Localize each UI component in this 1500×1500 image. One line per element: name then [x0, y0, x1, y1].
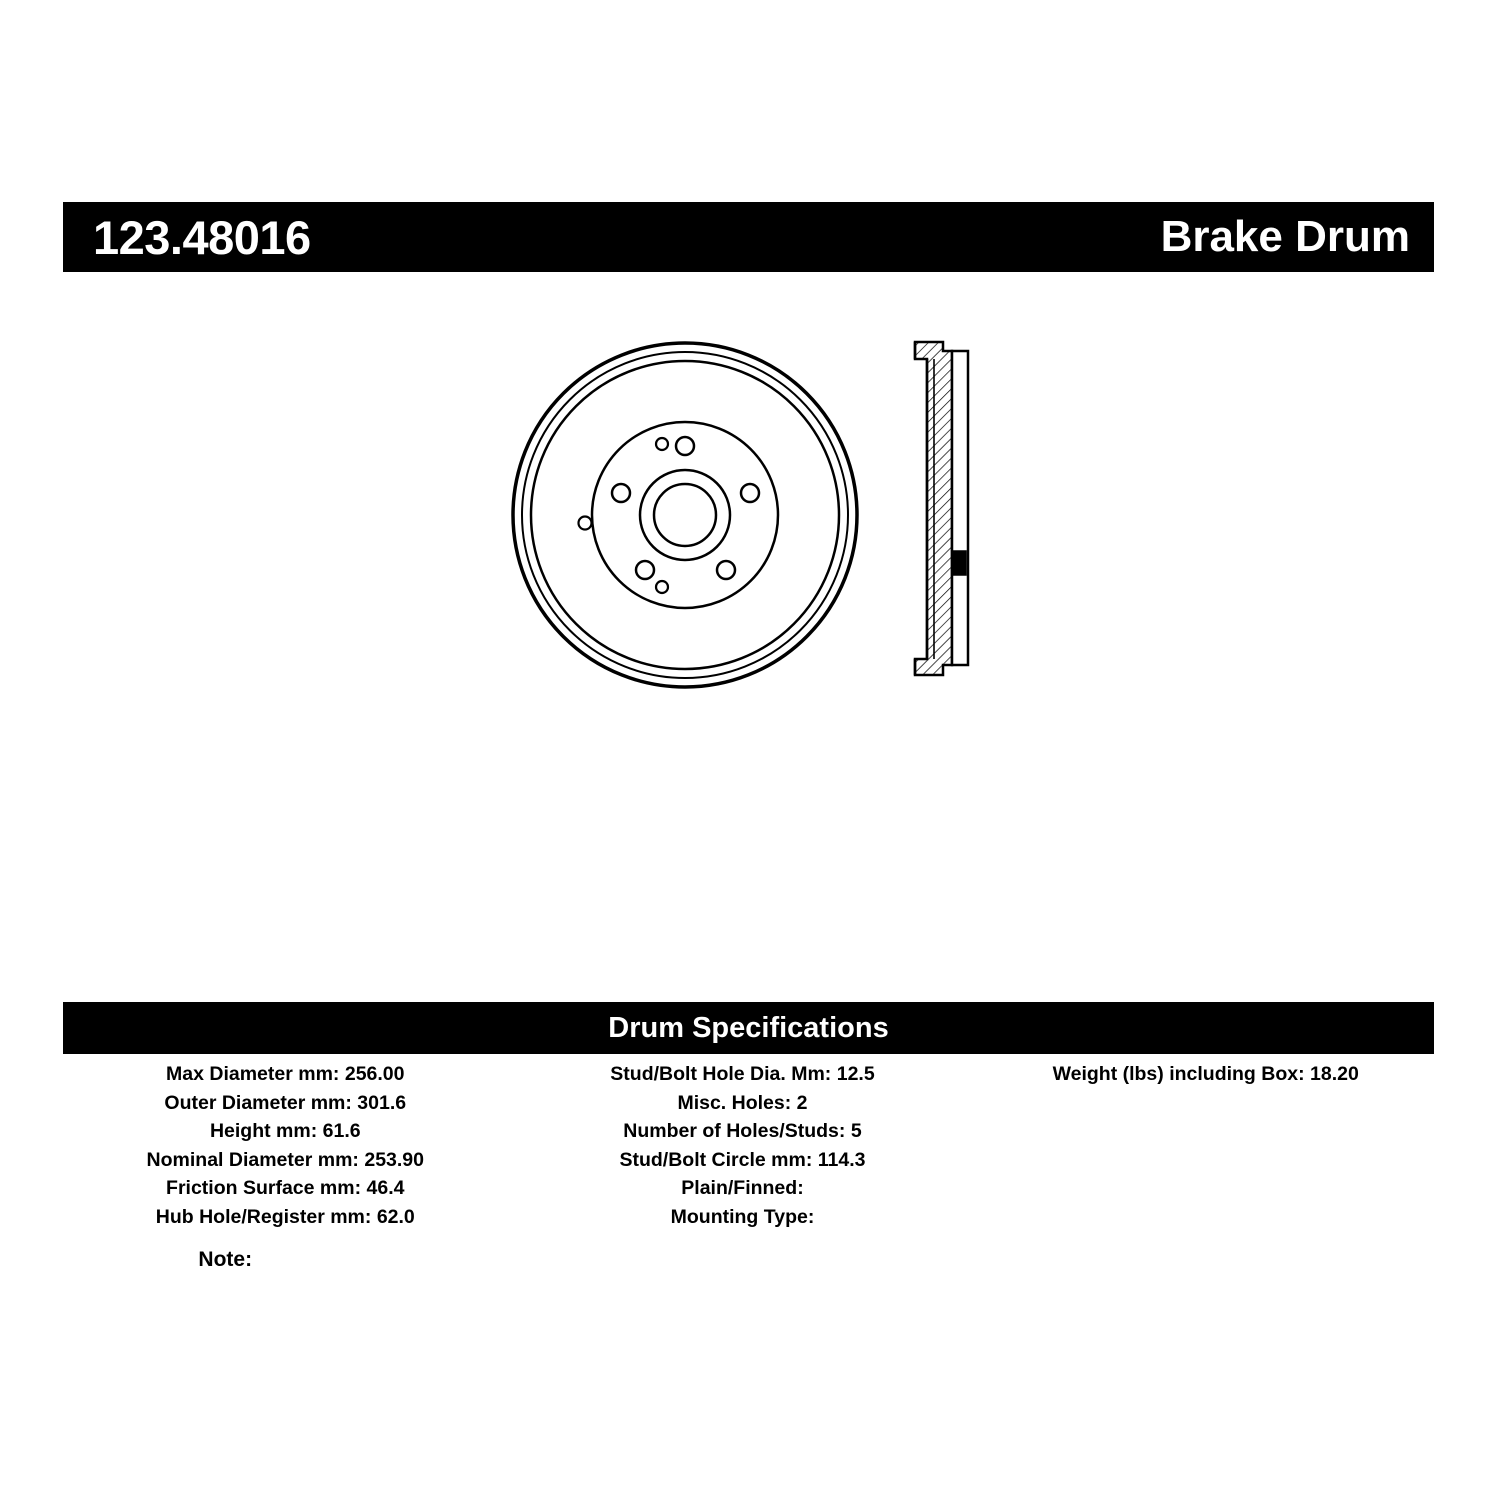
- spec-row: [63, 1060, 508, 1089]
- spec-label: Mounting Type:: [670, 1205, 815, 1228]
- brake-drum-side-section-view: [915, 342, 968, 675]
- note-row: [63, 1245, 508, 1275]
- spec-value: 12.5: [836, 1063, 875, 1085]
- spec-value: 2: [796, 1091, 808, 1114]
- specs-column-1: [63, 1060, 520, 1275]
- spec-row: [63, 1146, 508, 1175]
- spec-row: [63, 1117, 508, 1146]
- spec-label: Number of Holes/Studs:: [623, 1120, 851, 1142]
- spec-row: [520, 1060, 966, 1089]
- drum-specifications-bar: [63, 1002, 1434, 1054]
- product-diagram: [500, 315, 1060, 715]
- spec-label: Height mm:: [209, 1120, 323, 1142]
- spec-value: 62.0: [376, 1205, 415, 1228]
- spec-value: 61.6: [322, 1120, 361, 1142]
- spec-label: Misc. Holes:: [677, 1091, 797, 1114]
- spec-label: Friction Surface mm:: [166, 1177, 367, 1199]
- page-title: Brake Drum: [1160, 212, 1410, 261]
- drum-specifications-body: [63, 1060, 1434, 1275]
- spec-value: 253.90: [364, 1148, 424, 1171]
- brake-drum-front-view: [513, 343, 857, 687]
- spec-value: 46.4: [366, 1177, 405, 1199]
- specs-section-title: Drum Specifications: [608, 1011, 889, 1044]
- spec-label: Weight (lbs) including Box:: [1052, 1063, 1311, 1085]
- spec-row: [520, 1117, 966, 1146]
- spec-row: [63, 1174, 508, 1203]
- spec-value: 256.00: [344, 1063, 405, 1085]
- spec-value: 5: [850, 1120, 862, 1142]
- specs-column-3: [977, 1060, 1434, 1089]
- spec-label: Hub Hole/Register mm:: [155, 1205, 377, 1228]
- note-label: Note:: [198, 1248, 253, 1271]
- spec-value: 301.6: [357, 1091, 407, 1114]
- spec-label: Stud/Bolt Hole Dia. Mm:: [610, 1063, 837, 1085]
- spec-label: Max Diameter mm:: [166, 1063, 345, 1085]
- spec-label: Stud/Bolt Circle mm:: [619, 1148, 818, 1171]
- spec-row: [520, 1089, 966, 1118]
- spec-row: [520, 1146, 966, 1175]
- spec-row: [63, 1203, 508, 1232]
- spec-value: 114.3: [817, 1148, 866, 1171]
- spec-label: Plain/Finned:: [681, 1177, 804, 1199]
- specs-column-2: [520, 1060, 978, 1231]
- spec-label: Outer Diameter mm:: [164, 1091, 358, 1114]
- spec-row: [977, 1060, 1434, 1089]
- spec-row: [63, 1089, 508, 1118]
- spec-row: [520, 1174, 966, 1203]
- spec-label: Nominal Diameter mm:: [146, 1148, 365, 1171]
- spec-row: [520, 1203, 966, 1232]
- product-header-bar: [63, 202, 1434, 272]
- brake-drum-drawing-svg: [500, 315, 1060, 715]
- part-number: 123.48016: [93, 210, 311, 264]
- spec-value: 18.20: [1310, 1063, 1359, 1085]
